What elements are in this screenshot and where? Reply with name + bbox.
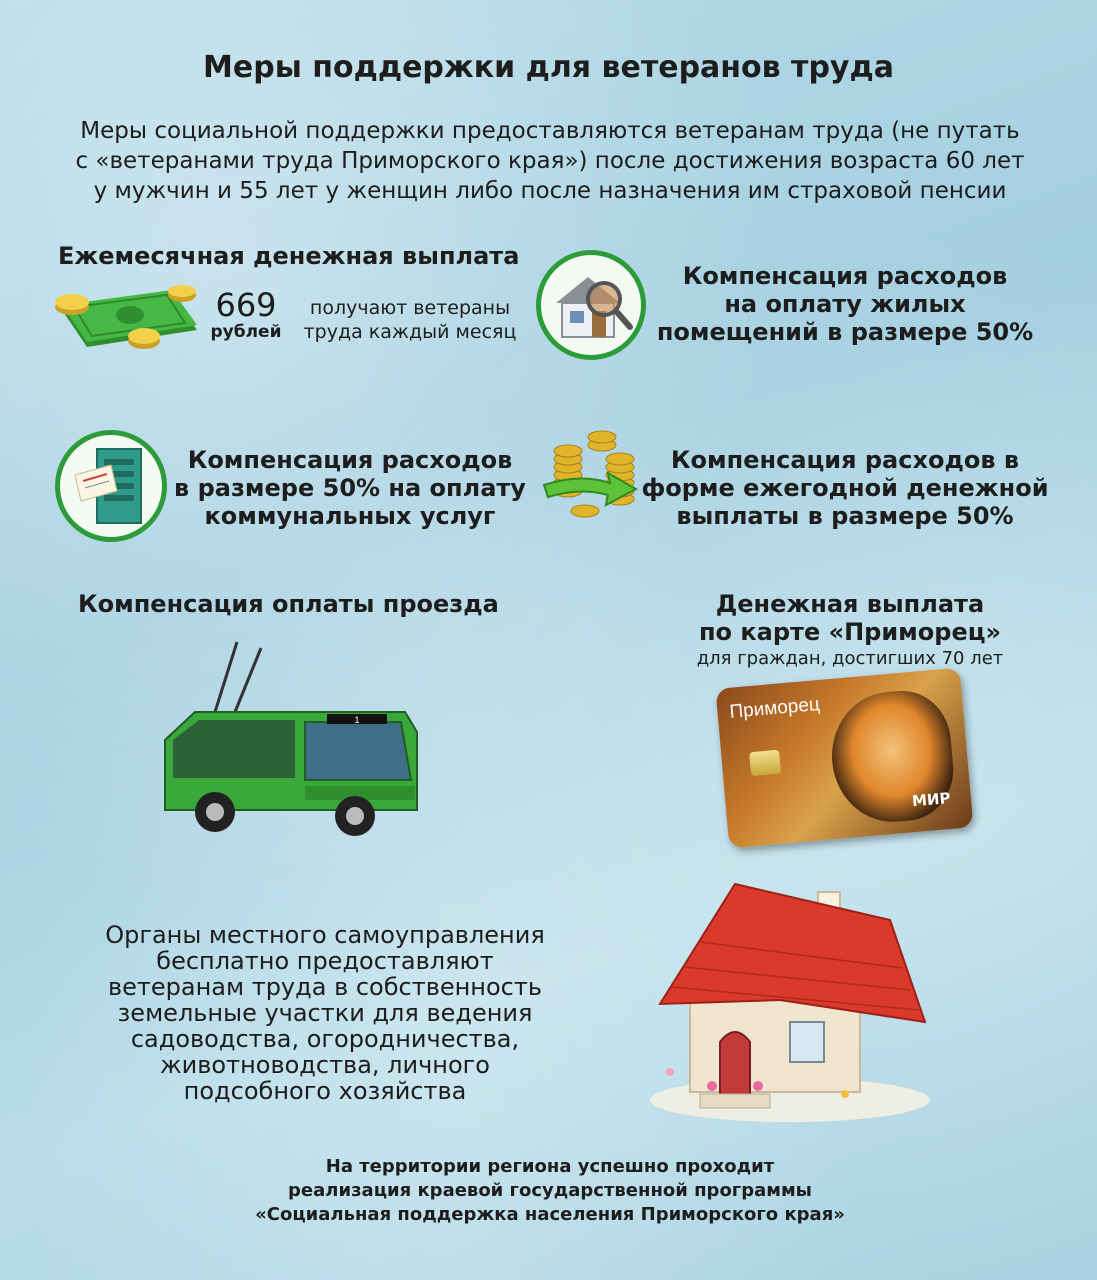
card-chip xyxy=(749,750,781,777)
land-line: животноводства, личного xyxy=(160,1051,490,1079)
card-payment-system: МИР xyxy=(911,788,952,811)
footer-line: «Социальная поддержка населения Приморского края» xyxy=(255,1204,845,1225)
card-heading-line: по карте «Приморец» xyxy=(698,618,1002,646)
land-line: Органы местного самоуправления xyxy=(105,921,545,949)
land-text xyxy=(90,922,560,1104)
house-magnifier-icon xyxy=(536,250,646,360)
monthly-description xyxy=(290,296,530,344)
monthly-amount xyxy=(206,288,286,342)
housing-line: помещений в размере 50% xyxy=(656,318,1034,346)
housing-text xyxy=(650,262,1040,346)
intro-line: Меры социальной поддержки предоставляются ветеранам труда (не путать xyxy=(80,118,1020,144)
annual-line: Компенсация расходов в xyxy=(670,446,1020,474)
transport-heading: Компенсация оплаты проезда xyxy=(78,590,499,618)
card-name: Приморец xyxy=(728,693,821,723)
footer-text xyxy=(190,1155,910,1227)
page-title: Меры поддержки для ветеранов труда xyxy=(203,50,894,85)
land-line: ветеранам труда в собственность xyxy=(107,973,542,1001)
cottage-icon xyxy=(640,872,930,1127)
money-icon xyxy=(52,285,202,365)
card-heading xyxy=(640,590,1060,646)
housing-line: Компенсация расходов xyxy=(682,262,1008,290)
utilities-line: коммунальных услуг xyxy=(204,502,496,530)
intro-text xyxy=(40,116,1060,206)
intro-line: с «ветеранами труда Приморского края») после достижения возраста 60 лет xyxy=(75,148,1025,174)
utilities-line: в размере 50% на оплату xyxy=(174,474,526,502)
card-heading-line: Денежная выплата xyxy=(715,590,985,618)
monthly-heading: Ежемесячная денежная выплата xyxy=(58,242,520,270)
amount-value: 669 xyxy=(215,286,277,324)
annual-text xyxy=(640,446,1050,530)
intro-line: у мужчин и 55 лет у женщин либо после назначения им страховой пенсии xyxy=(93,178,1007,204)
footer-line: На территории региона успешно проходит xyxy=(325,1156,775,1177)
housing-line: на оплату жилых xyxy=(724,290,966,318)
card-subtext: для граждан, достигших 70 лет xyxy=(696,648,1004,669)
annual-line: выплаты в размере 50% xyxy=(676,502,1014,530)
primorets-card xyxy=(715,668,973,849)
amount-unit: рублей xyxy=(210,322,282,342)
coins-arrow-icon xyxy=(540,425,645,520)
route-number: 1 xyxy=(354,715,360,725)
monthly-desc-line: получают ветераны xyxy=(309,297,511,319)
land-line: садоводства, огородничества, xyxy=(130,1025,520,1053)
land-line: подсобного хозяйства xyxy=(183,1077,467,1105)
trolleybus-icon xyxy=(155,640,425,840)
land-line: земельные участки для ведения xyxy=(117,999,533,1027)
footer-line: реализация краевой государственной программы xyxy=(288,1180,812,1201)
utilities-line: Компенсация расходов xyxy=(187,446,513,474)
utilities-text xyxy=(170,446,530,530)
annual-line: форме ежегодной денежной xyxy=(641,474,1049,502)
monthly-desc-line: труда каждый месяц xyxy=(303,321,517,343)
utility-meter-icon xyxy=(55,430,167,542)
land-line: бесплатно предоставляют xyxy=(156,947,494,975)
